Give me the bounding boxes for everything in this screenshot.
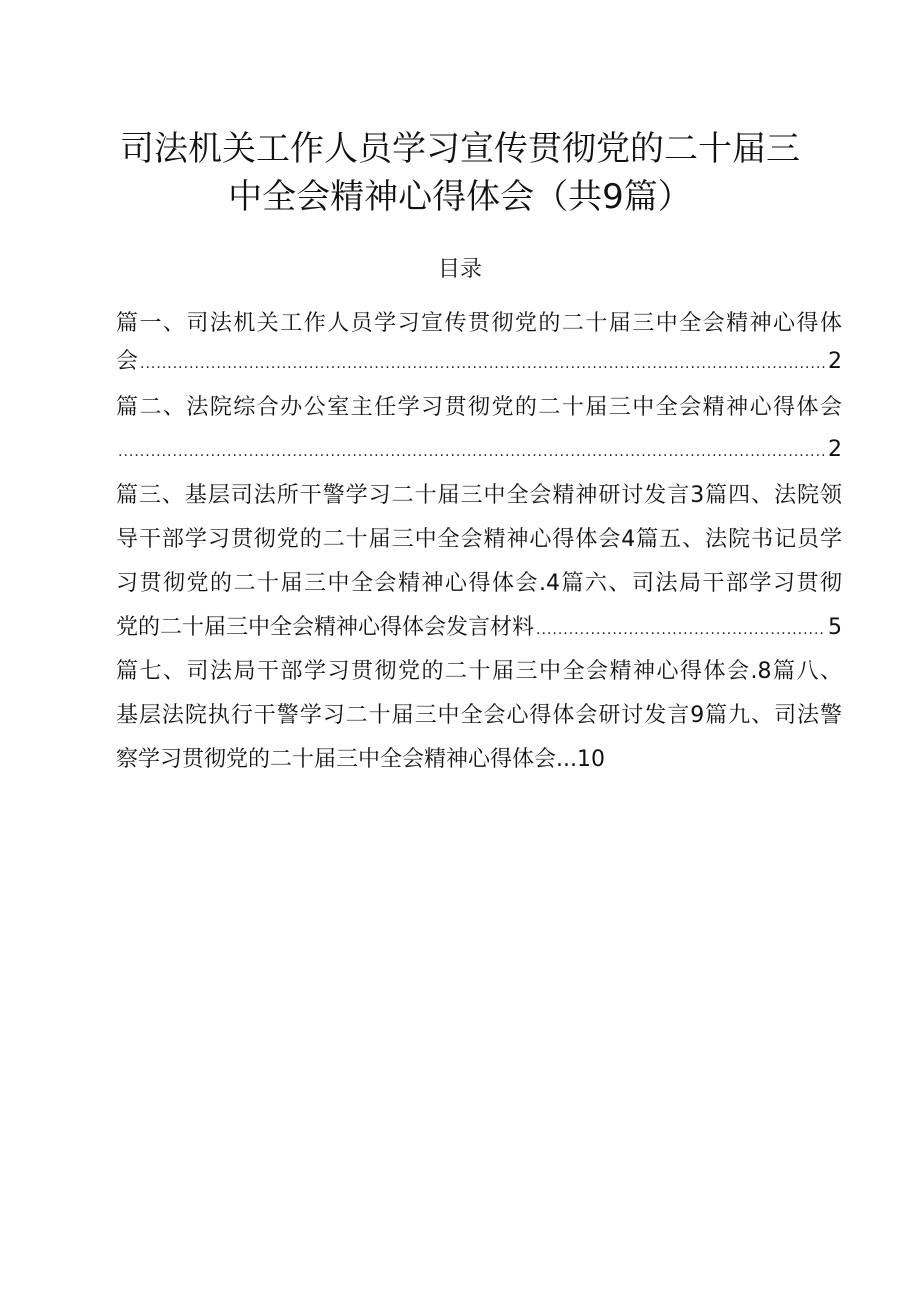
toc-entry-4-line-1[interactable]: 篇七、司法局干部学习贯彻党的二十届三中全会精神心得体会.8篇八、 [116,659,842,684]
toc-entry-3-line-1[interactable]: 篇三、基层司法所干警学习二十届三中全会精神研讨发言3篇四、法院领 [116,483,842,508]
toc-heading: 目录 [437,257,482,282]
toc-entry-4-page: 10 [576,747,605,772]
toc-entry-3-text-end: 党的二十届三中全会精神心得体会发言材料 [116,615,535,640]
dot-leader [118,432,826,470]
document-title-line-2: 中全会精神心得体会（共9篇） [228,177,692,217]
toc-entry-3-line-2[interactable]: 导干部学习贯彻党的二十届三中全会精神心得体会4篇五、法院书记员学 [116,527,842,552]
document-title-line-1: 司法机关工作人员学习宣传贯彻党的二十届三 [120,129,800,169]
dot-leader [536,610,826,648]
dot-leader [140,344,826,382]
toc-entry-1-text-end: 会 [116,349,139,374]
toc-entry-1-line-2[interactable] [116,342,842,382]
toc-entry-3-page: 5 [828,615,842,640]
toc-entry-4-line-2[interactable]: 基层法院执行干警学习二十届三中全会心得体会研讨发言9篇九、司法警 [116,703,842,728]
toc-entry-2-line-1[interactable]: 篇二、法院综合办公室主任学习贯彻党的二十届三中全会精神心得体会 [116,395,842,420]
toc-entry-2-line-2[interactable] [116,430,842,470]
toc-entry-3-line-3[interactable]: 习贯彻党的二十届三中全会精神心得体会.4篇六、司法局干部学习贯彻 [116,571,842,596]
toc-entry-3-line-4[interactable] [116,608,842,648]
toc-entry-1-line-1[interactable]: 篇一、司法机关工作人员学习宣传贯彻党的二十届三中全会精神心得体 [116,311,842,336]
toc-entry-1-page: 2 [828,349,842,374]
toc-entry-2-page: 2 [828,437,842,462]
toc-entry-4-text-end: 察学习贯彻党的二十届三中全会精神心得体会... [116,747,577,772]
toc-entry-4-line-3[interactable] [116,740,842,780]
